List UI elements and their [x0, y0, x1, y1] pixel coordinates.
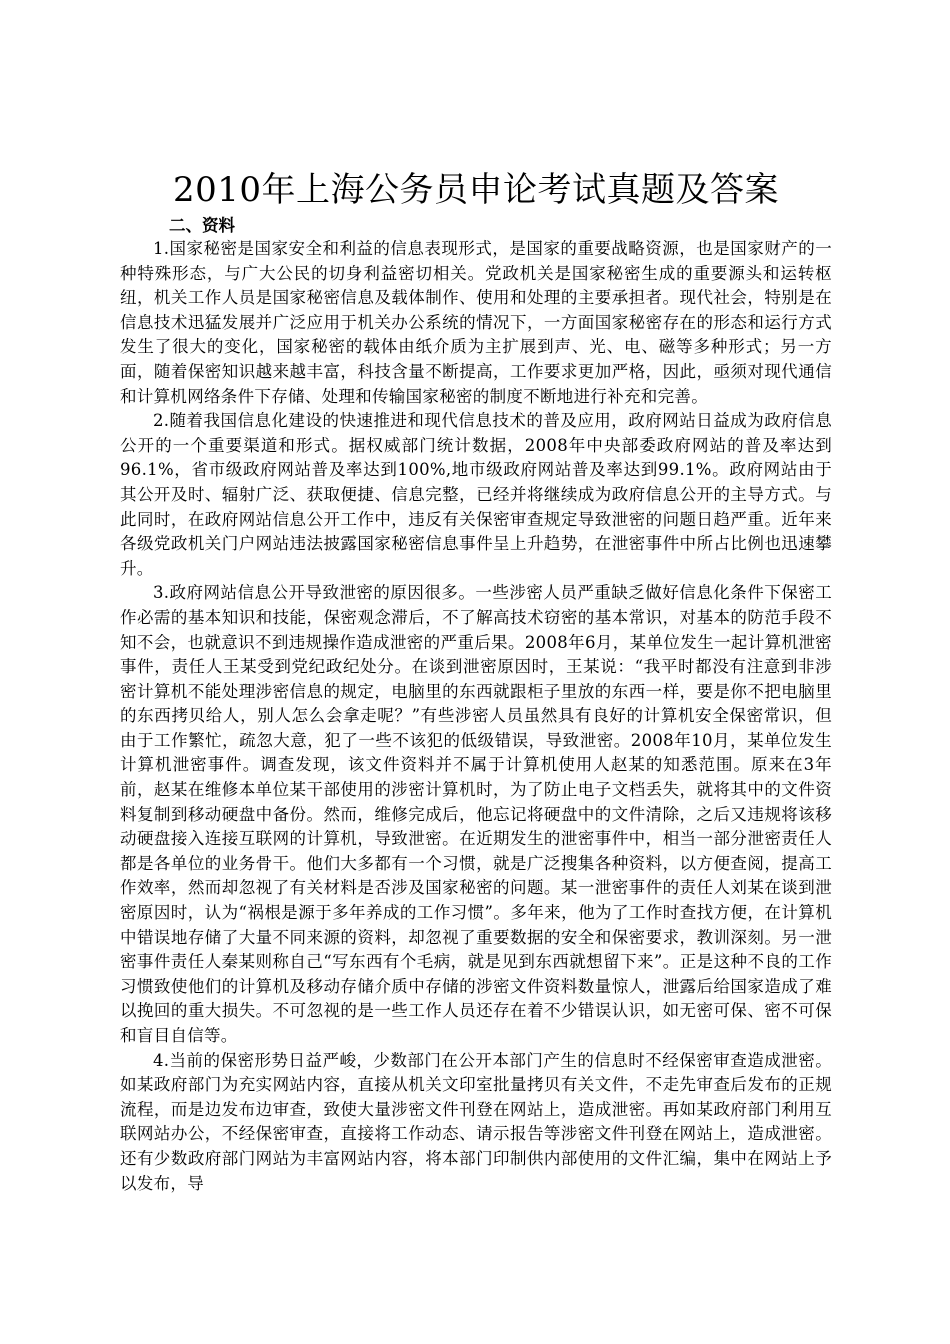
paragraph-4: 4.当前的保密形势日益严峻，少数部门在公开本部门产生的信息时不经保密审查造成泄密。如某政府部门为充实网站内容，直接从机关文印室批量拷贝有关文件，不走先审查后发布的正规流程，而是边发布边审查，致使大量涉密文件刊登在网站上，造成泄密。再如某政府部门利用互联网站办公，不经保密审查，直接将工作动态、请示报告等涉密文件刊登在网站上，造成泄密。还有少数政府部门网站为丰富网站内容，将本部门印制供内部使用的文件汇编，集中在网站上予以发布，导 [120, 1050, 832, 1193]
paragraph-1: 1.国家秘密是国家安全和利益的信息表现形式，是国家的重要战略资源，也是国家财产的一种特殊形态，与广大公民的切身利益密切相关。党政机关是国家秘密生成的重要源头和运转枢纽，机关工作人员是国家秘密信息及载体制作、使用和处理的主要承担者。现代社会，特别是在信息技术迅猛发展并广泛应用于机关办公系统的情况下，一方面国家秘密存在的形态和运行方式发生了很大的变化，国家秘密的载体由纸介质为主扩展到声、光、电、磁等多种形式；另一方面，随着保密知识越来越丰富，科技含量不断提高，工作要求更加严格，因此，亟须对现代通信和计算机网络条件下存储、处理和传输国家秘密的制度不断地进行补充和完善。 [120, 239, 832, 406]
document-title: 2010年上海公务员申论考试真题及答案 [172, 170, 780, 210]
section-heading: 二、资料 [169, 216, 235, 235]
paragraph-3: 3.政府网站信息公开导致泄密的原因很多。一些涉密人员严重缺乏做好信息化条件下保密工作必需的基本知识和技能，保密观念滞后，不了解高技术窃密的基本常识，对基本的防范手段不知不会，也就意识不到违规操作造成泄密的严重后果。2008年6月，某单位发生一起计算机泄密事件，责任人王某受到党纪政纪处分。在谈到泄密原因时，王某说：“我平时都没有注意到非涉密计算机不能处理涉密信息的规定，电脑里的东西就跟柜子里放的东西一样，要是你不把电脑里的东西拷贝给人，别人怎么会拿走呢？”有些涉密人员虽然具有良好的计算机安全保密常识，但由于工作繁忙，疏忽大意，犯了一些不该犯的低级错误，导致泄密。2008年10月，某单位发生计算机泄密事件。调查发现，该文件资料并不属于计算机使用人赵某的知悉范围。原来在3年前，赵某在维修本单位某干部使用的涉密计算机时，为了防止电子文档丢失，就将其中的文件资料复制到移动硬盘中备份。然而，维修完成后，他忘记将硬盘中的文件清除，之后又违规将该移动硬盘接入连接互联网的计算机，导致泄密。在近期发生的泄密事件中，相当一部分泄密责任人都是各单位的业务骨干。他们大多都有一个习惯，就是广泛搜集各种资料，以方便查阅，提高工作效率，然而却忽视了有关材料是否涉及国家秘密的问题。某一泄密事件的责任人刘某在谈到泄密原因时，认为“祸根是源于多年养成的工作习惯”。多年来，他为了工作时查找方便，在计算机中错误地存储了大量不同来源的资料，却忽视了重要数据的安全和保密要求，教训深刻。另一泄密事件责任人秦某则称自己“写东西有个毛病，就是见到东西就想留下来”。正是这种不良的工作习惯致使他们的计算机及移动存储介质中存储的涉密文件资料数量惊人，泄露后给国家造成了难以挽回的重大损失。不可忽视的是一些工作人员还存在着不少错误认识，如无密可保、密不可保和盲目自信等。 [120, 583, 832, 1045]
paragraph-2: 2.随着我国信息化建设的快速推进和现代信息技术的普及应用，政府网站日益成为政府信息公开的一个重要渠道和形式。据权威部门统计数据，2008年中央部委政府网站的普及率达到96.1%，省市级政府网站普及率达到100%,地市级政府网站普及率达到99.1%。政府网站由于其公开及时、辐射广泛、获取便捷、信息完整，已经并将继续成为政府信息公开的主导方式。与此同时，在政府网站信息公开工作中，违反有关保密审查规定导致泄密的问题日趋严重。近年来各级党政机关门户网站违法披露国家秘密信息事件呈上升趋势，在泄密事件中所占比例也迅速攀升。 [120, 411, 832, 578]
document-page [120, 168, 832, 1196]
